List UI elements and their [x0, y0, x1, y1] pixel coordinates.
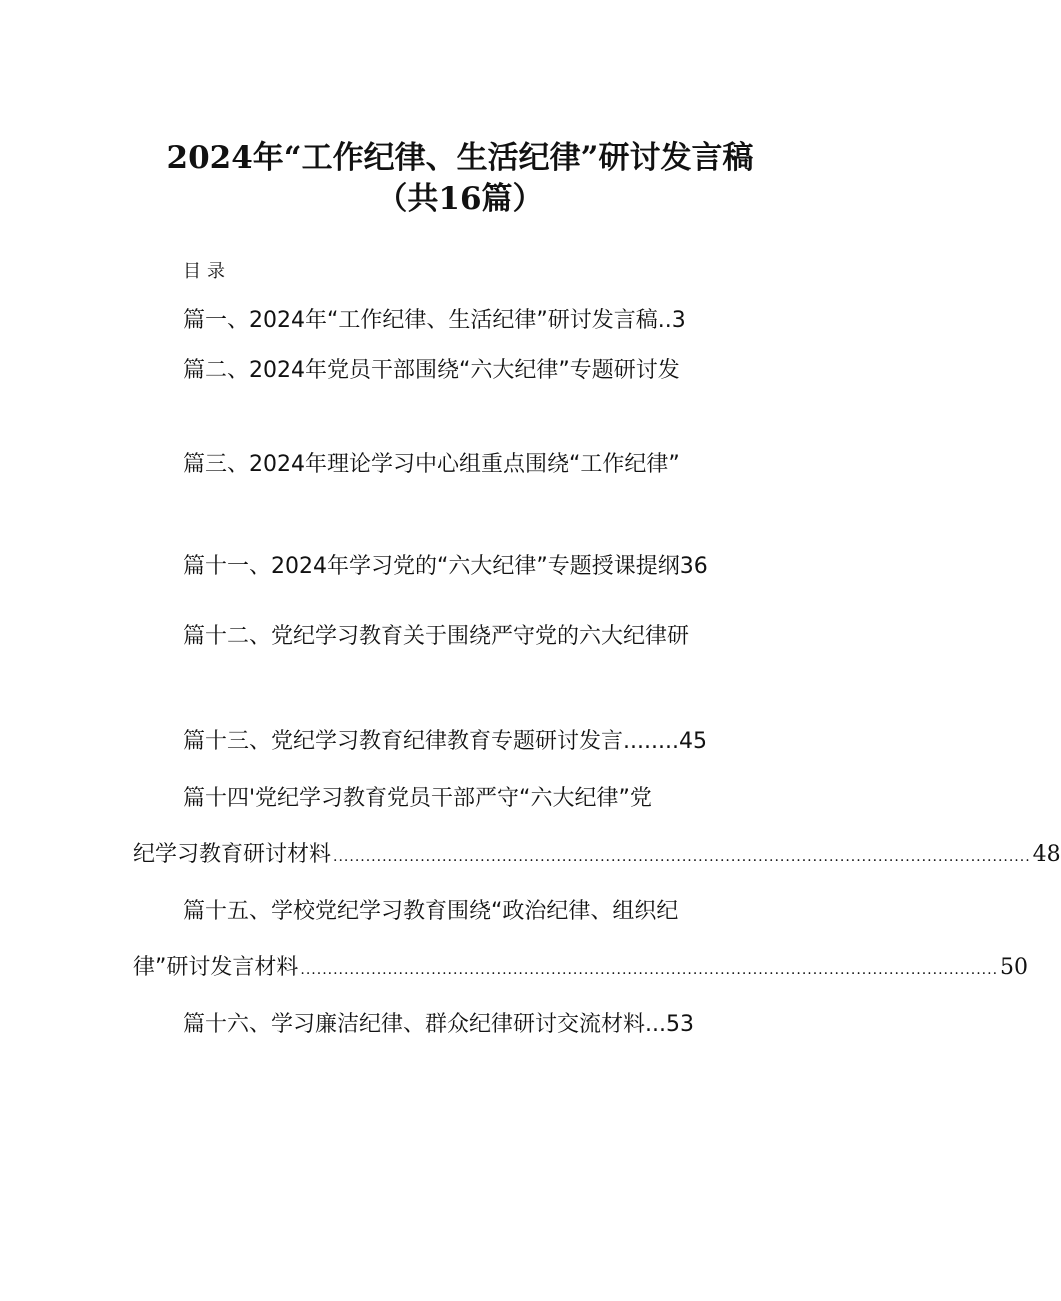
document-subtitle: （共16篇） — [376, 181, 544, 217]
toc-heading: 目录 — [183, 261, 231, 282]
toc-entry: 篇十三、党纪学习教育纪律教育专题研讨发言........45 — [183, 729, 707, 754]
toc-entry: 篇十五、学校党纪学习教育围绕“政治纪律、组织纪 — [183, 899, 679, 924]
toc-entry: 篇一、2024年“工作纪律、生活纪律”研讨发言稿..3 — [183, 308, 686, 333]
toc-entry: 篇二、2024年党员干部围绕“六大纪律”专题研讨发 — [183, 358, 680, 383]
dot-leader: ................................................................................................................................ — [300, 962, 999, 978]
toc-entry: 篇十四'党纪学习教育党员干部严守“六大纪律”党 — [183, 786, 652, 811]
toc-entry: 篇三、2024年理论学习中心组重点围绕“工作纪律” — [183, 452, 680, 477]
page-number: 50 — [1000, 955, 1029, 980]
toc-entry-with-leader — [133, 953, 1029, 985]
toc-entry-text: 律”研讨发言材料 — [133, 955, 299, 980]
dot-leader: ................................................................................................................................ — [333, 849, 1031, 865]
toc-entry: 篇十一、2024年学习党的“六大纪律”专题授课提纲36 — [183, 554, 708, 579]
document-title: 2024年“工作纪律、生活纪律”研讨发言稿 — [166, 140, 754, 176]
toc-entry-text: 纪学习教育研讨材料 — [133, 842, 332, 867]
page-number: 48 — [1032, 842, 1061, 867]
toc-entry-with-leader — [133, 840, 1061, 872]
toc-entry: 篇十六、学习廉洁纪律、群众纪律研讨交流材料...53 — [183, 1012, 694, 1037]
toc-entry: 篇十二、党纪学习教育关于围绕严守党的六大纪律研 — [183, 624, 690, 649]
